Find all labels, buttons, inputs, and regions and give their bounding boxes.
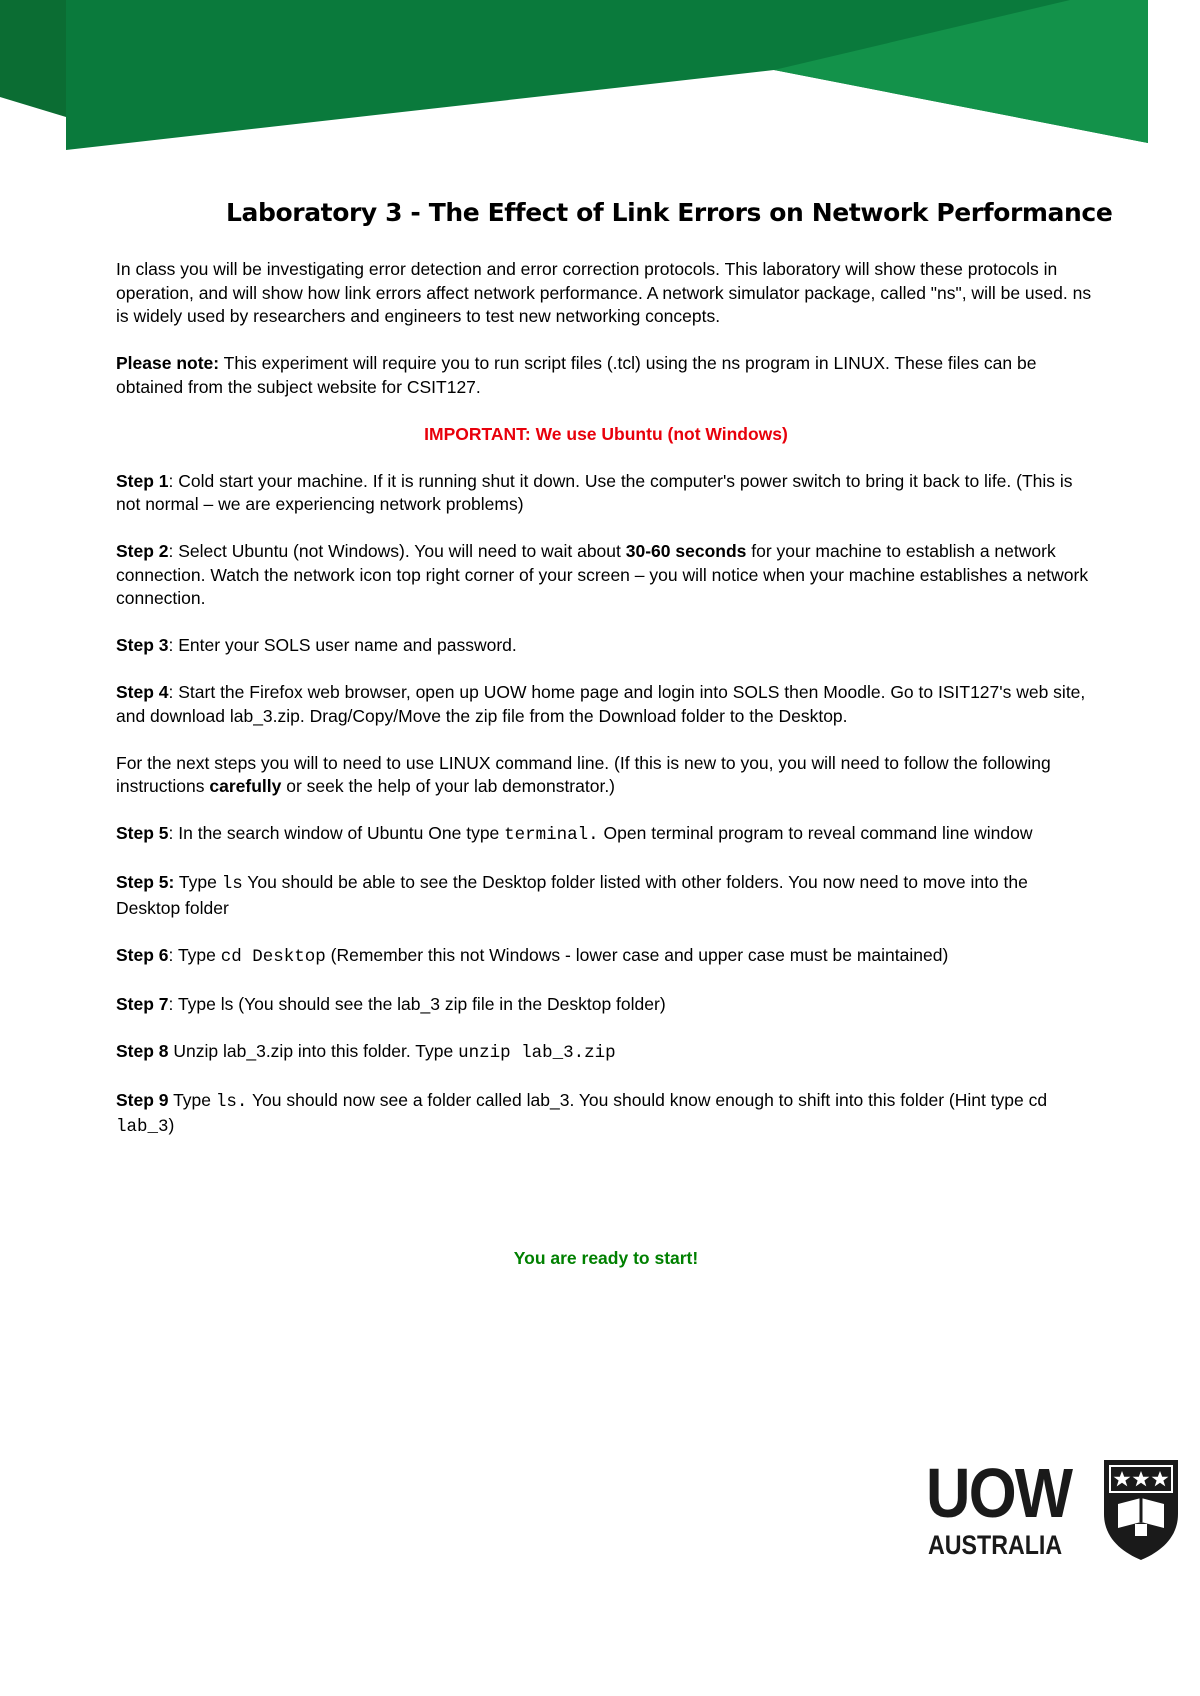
- step-3-text: : Enter your SOLS user name and password.: [168, 635, 517, 655]
- step-5a-label: Step 5: [116, 823, 169, 843]
- logo-subtitle: AUSTRALIA: [928, 1530, 1063, 1560]
- note-label: Please note:: [116, 353, 220, 373]
- step-5b: [116, 871, 1096, 920]
- step-9-text-b: You should now see a folder called lab_3. You should know enough to shift into this folder (Hint type cd: [247, 1089, 1048, 1110]
- step-2-text-b: for your machine to establish a network connection. Watch the network icon top right corner of your screen – you will notice when your machine establishes a network connection.: [116, 541, 1089, 608]
- step-5a-text-b: Open terminal program to reveal command line window: [598, 823, 1033, 843]
- step-9: [116, 1089, 1096, 1140]
- intro-paragraph: In class you will be investigating error detection and error correction protocols. This laboratory will show these protocols in operation, and will show how link errors affect network performance. A network simulator package, called "ns", will be used. ns is widely used by researchers and engineers to test new networking concepts.: [116, 259, 1092, 326]
- step-9-code: ls.: [215, 1091, 248, 1112]
- step-7: [116, 993, 1096, 1017]
- uow-crest-icon: [1102, 1458, 1180, 1562]
- step-7-label: Step 7: [116, 993, 169, 1014]
- note-paragraph: [116, 352, 1096, 399]
- logo-wordmark: UOW: [926, 1454, 1072, 1532]
- step-2: [116, 540, 1096, 611]
- step-5b-text-a: Type: [174, 872, 222, 892]
- note-text: This experiment will require you to run script files (.tcl) using the ns program in LINUX. These files can be obtained from the subject website for CSIT127.: [116, 353, 1037, 397]
- step-9-code-2: lab_3: [116, 1117, 169, 1137]
- step-6-code: cd Desktop: [220, 946, 326, 967]
- step-1-text: : Cold start your machine. If it is running shut it down. Use the computer's power switch to bring it back to life. (This is not normal – we are experiencing network problems): [116, 470, 1073, 514]
- step-9-text-c: ): [168, 1115, 175, 1135]
- step-6: [116, 944, 1096, 970]
- document-body: [116, 258, 1096, 1294]
- step-9-label: Step 9: [116, 1089, 169, 1110]
- command-line-emphasis: carefully: [209, 776, 282, 796]
- command-line-text-a: For the next steps you will to need to use LINUX command line. (If this is new to you, you will need to follow the following instructions: [116, 752, 1051, 796]
- command-line-text-b: or seek the help of your lab demonstrator.): [281, 776, 616, 796]
- step-5a-code: terminal.: [504, 825, 599, 845]
- important-notice: IMPORTANT: We use Ubuntu (not Windows): [424, 423, 788, 444]
- step-8-text-a: Unzip lab_3.zip into this folder. Type: [168, 1040, 459, 1061]
- ready-message: You are ready to start!: [513, 1248, 699, 1268]
- step-8-label: Step 8: [116, 1040, 169, 1061]
- step-5a: [116, 822, 1096, 848]
- step-2-label: Step 2: [116, 541, 169, 561]
- step-5a-text-a: : In the search window of Ubuntu One type: [168, 823, 505, 843]
- document-title: Laboratory 3 - The Effect of Link Errors on Network Performance: [226, 198, 1113, 227]
- step-8-code: unzip lab_3.zip: [458, 1042, 616, 1063]
- step-8: [116, 1040, 1096, 1066]
- step-9-text-a: Type: [168, 1089, 216, 1110]
- spacer: [116, 1163, 1096, 1247]
- command-line-paragraph: [116, 752, 1096, 799]
- step-5b-code: ls: [221, 874, 243, 894]
- step-3: [116, 634, 1096, 658]
- step-2-emphasis: 30-60 seconds: [625, 541, 747, 561]
- step-4: [116, 681, 1096, 728]
- step-6-text-a: : Type: [168, 944, 221, 965]
- step-5b-text-b: You should be able to see the Desktop folder listed with other folders. You now need to move into the Desktop folder: [116, 872, 1028, 918]
- step-6-text-b: (Remember this not Windows - lower case and upper case must be maintained): [325, 944, 949, 965]
- step-5b-label: Step 5:: [116, 872, 175, 892]
- step-3-label: Step 3: [116, 635, 169, 655]
- step-7-text: : Type ls (You should see the lab_3 zip file in the Desktop folder): [168, 993, 666, 1014]
- step-6-label: Step 6: [116, 944, 169, 965]
- uow-logo: [926, 1454, 1186, 1568]
- header-banner: [0, 0, 1200, 160]
- step-1: [116, 470, 1096, 517]
- step-1-label: Step 1: [116, 470, 169, 491]
- step-2-text-a: : Select Ubuntu (not Windows). You will need to wait about: [168, 541, 626, 561]
- banner-left-wedge: [0, 0, 66, 117]
- step-4-label: Step 4: [116, 682, 169, 702]
- step-4-text: : Start the Firefox web browser, open up UOW home page and login into SOLS then Moodle. Go to ISIT127's web site, and download lab_3.zip. Drag/Copy/Move the zip file from the Download folder to the Desktop.: [116, 682, 1086, 726]
